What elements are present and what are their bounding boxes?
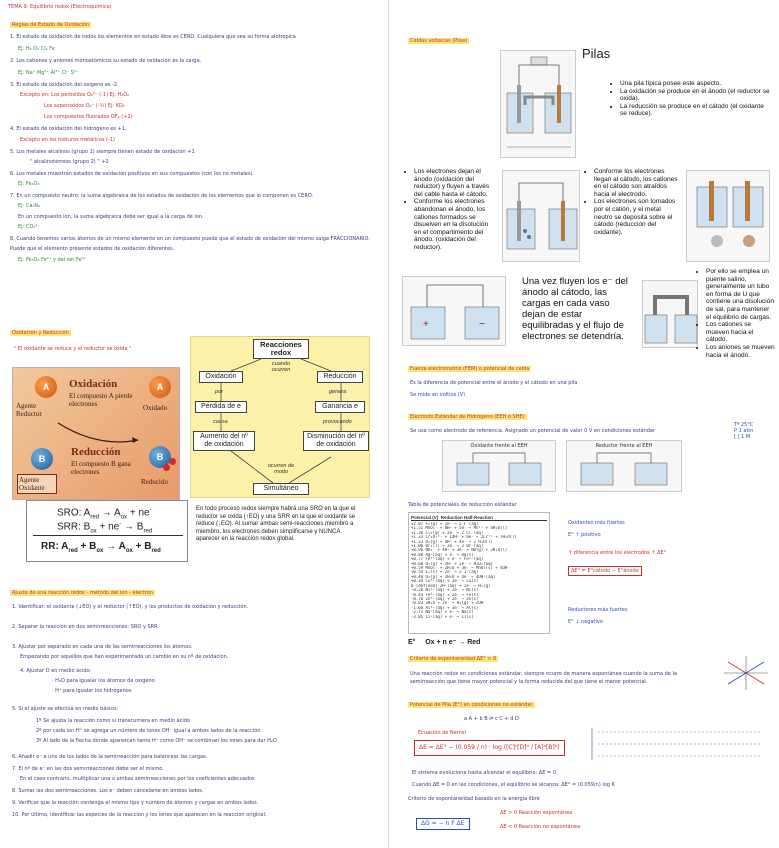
oxidation-title: Oxidación bbox=[69, 378, 118, 390]
svg-text:+: + bbox=[423, 319, 429, 330]
voltaic-cell-diagram bbox=[500, 50, 576, 158]
table-note: Reductores más fuertes bbox=[568, 607, 628, 613]
electron-icon bbox=[163, 464, 170, 471]
bridge-bullet: • Por ello se emplea un puente salino, generalmente un tubo en forma de U que contiene una disolución de sal, para mantener el equilibrio de cargas. bbox=[706, 268, 776, 321]
concept-link-causa: causa bbox=[213, 419, 228, 425]
table-row: -0.28 Ni²⁺(aq) + 2e⁻ → Ni(s) bbox=[411, 588, 479, 593]
reduction-title: Reducción bbox=[71, 446, 121, 458]
step-item: 8. Sumar las dos semirreacciones. Los e⁻ deben cancelarse en ambos lados. bbox=[12, 788, 204, 794]
nernst-note: Cuando ΔE = 0 en las condiciones, el equilibrio se alcanza: ΔE° = (0.059/n) log K bbox=[412, 782, 615, 788]
table-header: Potencial (V) Reduction Half-Reaction bbox=[411, 515, 547, 521]
compound-a-ball: A bbox=[35, 376, 57, 398]
nernst-equation: ΔE = ΔE° − (0.059 / n) · log ([C]ᶜ[D]ᵈ / [A]ᵃ[B]ᵇ) bbox=[414, 740, 565, 756]
concept-link-por: por bbox=[215, 389, 223, 395]
section-title-oxidation-rules: Reglas de Estado de Oxidación bbox=[12, 22, 90, 28]
gibbs-title: Criterio de espontaneidad basado en la energía libre bbox=[408, 796, 540, 802]
gibbs-condition: ΔE > 0 Reacción espontánea bbox=[500, 810, 573, 816]
section-title-she: Electrodo Estándar de Hidrógeno (EEH o SHE) bbox=[410, 414, 525, 420]
she-oxidant-diagram bbox=[442, 440, 556, 492]
concept-link-when: cuando ocurren bbox=[271, 361, 291, 373]
charge-imbalance-drawing bbox=[403, 277, 507, 347]
step-item: 6. Añadir e⁻ a uno de los lados de la semirreacción para balancear las cargas. bbox=[12, 754, 208, 760]
step-item: 1. Identificar: el oxidante (↓EO) y el reductor (↑EO), y los productos de oxidación y reducción. bbox=[12, 604, 249, 610]
rule-item: 2. Los cationes y aniones monoatómicos su estado de oxidación es la carga. bbox=[10, 58, 202, 64]
reducing-agent-label: Agente Reductor bbox=[16, 402, 42, 418]
rule-example: Ej: Fe₂O₃ bbox=[18, 181, 40, 187]
spontaneity-graph bbox=[722, 654, 770, 692]
cathode-bullets bbox=[586, 168, 680, 236]
rule-example: Ej: H₂ O₂ Cl₂ Fe bbox=[18, 46, 55, 52]
rule-item: 4. El estado de oxidación del hidrógeno es +1. bbox=[10, 126, 127, 132]
rule-item: " alcalinotérreos (grupo 2) " +2 bbox=[30, 159, 109, 165]
rule-item: 7. En un compuesto neutro, la suma algebraica de los estados de oxidación de los elementos que lo componen es CERO. bbox=[10, 193, 314, 199]
table-row: +0.40 O₂(g) + 2H₂O + 4e⁻ → 4OH⁻(aq) bbox=[411, 574, 496, 579]
sum-divider bbox=[33, 535, 183, 536]
compound-b-ball: B bbox=[31, 448, 53, 470]
step-item: · H⁺ para igualar los hidrógenos bbox=[52, 688, 132, 694]
gibbs-condition: ΔE < 0 Reacción no espontánea bbox=[500, 824, 581, 830]
table-row: 0 [defined] 2H⁺(aq) + 2e⁻ → H₂(g) bbox=[411, 583, 491, 588]
srr-line: SRR: $B_{ox} + ne^- \to B_{red}$ bbox=[57, 521, 153, 535]
table-note: E° ↓ negativo bbox=[568, 619, 603, 625]
table-row: +0.96 NO₃⁻ + 4H⁺ + 3e⁻ → NO(g) + 2H₂O(l) bbox=[411, 548, 508, 553]
electron-transfer-arrow bbox=[53, 418, 143, 448]
voltaic-cell-drawing bbox=[501, 51, 577, 159]
rule-example: Ej: Ca₃N₂ bbox=[18, 203, 41, 209]
nernst-reaction: a A + b B ⇌ c C + d D bbox=[464, 716, 519, 722]
pilas-bullets bbox=[612, 80, 772, 118]
section-title-nernst: Potencial de Pila (E°) en condiciones no estándar bbox=[410, 702, 533, 708]
concept-link-genera: genera bbox=[329, 389, 347, 395]
section-title-spontaneity: Criterio de espontaneidad ΔE° > 0 bbox=[410, 656, 497, 662]
concept-perdida: Pérdida de e bbox=[195, 401, 247, 413]
electron-flow-text: Una vez fluyen los e⁻ del ánodo al cátodo, las cargas en cada vaso dejan de estar equilibradas y el flujo de electrones se detendría. bbox=[522, 276, 628, 342]
section-title-ox-red: Oxidación y Reducción bbox=[12, 330, 69, 336]
table-row: +0.80 Ag⁺(aq) + e⁻ → Ag(s) bbox=[411, 552, 474, 557]
rule-exception: Excepto en: Los peróxidos O₂²⁻ (-1) Ej: H₂O₂ bbox=[20, 92, 130, 98]
fem-definition: Es la diferencia de potencial entre el ánodo y el cátodo en una pila bbox=[410, 380, 578, 386]
bridge-bullet: • Los aniones se mueven hacia el ánodo. bbox=[706, 344, 776, 359]
ion-electron-steps bbox=[12, 604, 384, 818]
table-row: -1.66 Al³⁺(aq) + 3e⁻ → Al(s) bbox=[411, 605, 479, 610]
delta-e-formula: ΔE° = E°cátodo − E°ánodo bbox=[568, 566, 642, 576]
rule-item: 1. El estado de oxidación de todos los elementos en estado libre es CERO. Cualquiera que sea su forma alotrópica bbox=[10, 34, 296, 40]
gibbs-equation: ΔG = − n F ΔE bbox=[416, 818, 470, 830]
step-item: 9. Verificar que la reacción contenga el mismo tipo y número de átomos y cargas en ambos lados. bbox=[12, 800, 259, 806]
fem-unit: Se mide en voltios (V) bbox=[410, 392, 466, 398]
table-notes bbox=[568, 520, 668, 625]
she-oxidant-drawing bbox=[443, 449, 557, 489]
rule-example: Ej: CO₃²⁻ bbox=[18, 224, 40, 230]
she-reductant-caption: Reductor frente al EEH bbox=[595, 443, 653, 449]
rule-example: Ej: Na⁺ Mg²⁺ Al³⁺ Cl⁻ S²⁻ bbox=[18, 70, 79, 76]
bridge-bullet: • Los cationes se mueven hacia el cátodo. bbox=[706, 321, 776, 344]
cathode-cell-drawing bbox=[687, 171, 771, 263]
nernst-label: Ecuación de Nernst bbox=[418, 730, 467, 736]
rule-exception: Excepto en los hidruros metálicos (-1) bbox=[20, 137, 115, 143]
half-reactions-box bbox=[26, 500, 188, 562]
section-title-fem: Fuerza electromotriz (FEM) o potencial de celda bbox=[410, 366, 530, 372]
table-row: -0.76 Zn²⁺(aq) + 2e⁻ → Zn(s) bbox=[411, 596, 479, 601]
step-item: · H₂O para igualar los átomos de oxígeno bbox=[52, 678, 155, 684]
table-title: Tabla de potenciales de reducción estándar bbox=[408, 502, 517, 508]
section-title-pilas: Celdas voltaicas (Pilas) bbox=[410, 38, 468, 44]
gibbs-conditions bbox=[500, 810, 580, 830]
anode-cell-drawing bbox=[503, 171, 581, 263]
pilas-bullet: • La reducción se produce en el cátodo (el oxidante se reduce). bbox=[620, 103, 772, 118]
compound-a-oxidized-ball: A bbox=[149, 376, 171, 398]
rule-item: 6. Los metales muestran estados de oxidación positivos en sus compuestos (con los no metales). bbox=[10, 171, 254, 177]
table-row: +1.36 Cl₂(g) + 2e⁻ → 2 Cl⁻(aq) bbox=[411, 530, 484, 535]
she-description: Se usa como electrodo de referencia. Asignado un potencial de valor 0 V en condiciones estándar bbox=[410, 428, 656, 434]
reduction-subtitle: El compuesto B gana electrones bbox=[71, 460, 131, 476]
concept-link-provocando: provocando bbox=[323, 419, 352, 425]
table-row: +1.51 MnO₄⁻ + 8H⁺ + 5e⁻ → Mn²⁺ + 4H₂O(l) bbox=[411, 526, 508, 531]
she-oxidant-caption: Oxidante frente al EEH bbox=[470, 443, 528, 449]
anode-bullets bbox=[406, 168, 490, 252]
table-row: +1.23 O₂(g) + 4H⁺ + 4e⁻ → 2 H₂O(l) bbox=[411, 539, 493, 544]
concept-reduccion: Reducción bbox=[317, 371, 363, 383]
table-row: -3.05 Li⁺(aq) + e⁻ → Li(s) bbox=[411, 614, 474, 619]
pilas-bullet: • Una pila típica posee este aspecto. bbox=[620, 80, 772, 88]
table-row: +0.77 Fe³⁺(aq) + e⁻ → Fe²⁺(aq) bbox=[411, 557, 484, 562]
nernst-side-notes bbox=[590, 724, 770, 764]
oxidation-rules-list bbox=[10, 34, 380, 263]
global-reaction-line: RR: $A_{red} + B_{ox} \to A_{ox} + B_{red}$ bbox=[41, 541, 161, 554]
rule-item: 3. El estado de oxidación del oxígeno es -2. bbox=[10, 82, 119, 88]
oxidizing-agent-label: Agente Oxidante bbox=[17, 474, 57, 494]
pilas-title: Pilas bbox=[582, 46, 611, 61]
oxidation-subtitle: El compuesto A pierde electrones bbox=[69, 392, 133, 408]
cathode-cell-diagram bbox=[686, 170, 770, 262]
anode-bullet: • Conforme los electrones abandonan el ánodo, los cationes formados se disuelven en la disolución en el compartimento del ánodo. (oxidación del reductor). bbox=[414, 198, 490, 251]
she-reductant-drawing bbox=[567, 449, 683, 489]
redox-concept-map bbox=[190, 336, 370, 498]
compound-b-reduced-ball: B bbox=[149, 446, 171, 468]
concept-disminucion: Disminución del nº de oxidación bbox=[303, 431, 369, 451]
oxidized-label: Oxidado bbox=[143, 404, 168, 412]
table-row: +0.54 I₂(s) + 2e⁻ → 2 I⁻(aq) bbox=[411, 570, 479, 575]
concept-link-modo: ocurren de modo bbox=[267, 463, 295, 475]
she-condition: P 1 atm bbox=[734, 428, 754, 434]
she-condition: [ ] 1 M bbox=[734, 434, 751, 440]
spontaneity-text: Una reacción redox en condiciones estándar, siempre ocurre de manera espontánea cuando la suma de la semirreacción que tiene mayor potencial y la forma reducida del que tiene el menor potencial. bbox=[410, 671, 677, 685]
concept-simultaneo: Simultáneo bbox=[253, 483, 309, 495]
rule-exception: Los compuestos fluorados OF₂ (+2) bbox=[44, 114, 133, 120]
reduced-label: Reducido bbox=[141, 478, 168, 486]
reduction-potentials-table bbox=[408, 512, 550, 634]
electron-icon bbox=[169, 458, 176, 465]
oxidation-reduction-figure bbox=[12, 367, 180, 500]
table-row: +2.87 F₂(g) + 2e⁻ → 2 F⁻(aq) bbox=[411, 522, 479, 526]
she-reductant-diagram bbox=[566, 440, 682, 492]
cathode-bullet: • Conforme los electrones llegan al cátodo, los cationes en el cátodo son atraídos hacia el electrodo. bbox=[594, 168, 680, 198]
pilas-bullet: • La oxidación se produce en el ánodo (el reductor se oxida). bbox=[620, 88, 772, 103]
step-item: 2. Separar la reacción en dos semirreacciones: SRO y SRR. bbox=[12, 624, 160, 630]
table-note: E° ↑ positivo bbox=[568, 532, 601, 538]
rule-item: Puede que el elemento presente estados de oxidación diferentes. bbox=[10, 246, 175, 252]
table-row: +1.06 Br₂(l) + 2e⁻ → 2 Br⁻(aq) bbox=[411, 544, 484, 549]
she-condition: Tª 25°C bbox=[734, 422, 754, 428]
table-note: ↑ diferencia entre los electrodos ↑ ΔE° bbox=[568, 550, 667, 556]
left-notebook-page bbox=[0, 0, 389, 848]
salt-bridge-diagram bbox=[642, 280, 698, 348]
concept-root: Reacciones redox bbox=[253, 339, 309, 359]
concept-aumento: Aumento del nº de oxidación bbox=[193, 431, 255, 451]
right-notebook-page bbox=[390, 0, 779, 848]
step-item: En el caso contrario, multiplicar una o ambas semirreacciones por los coeficientes adecuados bbox=[20, 776, 255, 782]
she-conditions bbox=[734, 422, 774, 440]
svg-text:−: − bbox=[479, 319, 485, 330]
table-row: -0.83 2H₂O + 2e⁻ → H₂(g) + 2OH⁻ bbox=[411, 601, 486, 606]
charge-imbalance-diagram bbox=[402, 276, 506, 346]
concept-ganancia: Ganancia e bbox=[315, 401, 365, 413]
table-row: -2.71 Na⁺(aq) + e⁻ → Na(s) bbox=[411, 610, 474, 615]
table-row: -0.44 Fe²⁺(aq) + 2e⁻ → Fe(s) bbox=[411, 592, 479, 597]
section-title-ion-electron: Ajuste de una reacción redox - método del ion - electrón bbox=[12, 590, 153, 596]
step-item: 2º por cada ion H⁺ se agrega un número de iones OH⁻ igual a ambos lados de la reacción bbox=[36, 728, 261, 734]
table-note: Oxidantes más fuertes bbox=[568, 520, 625, 526]
sro-line: SRO: $A_{red} \to A_{ox} + ne^-$ bbox=[57, 507, 152, 521]
step-item: 10. Por último, identificar las especies de la reacción y los iones que aparecen en la reacción original. bbox=[12, 812, 267, 818]
step-item: 3º Al lado de la flecha donde aparezcan tanto H⁺ como OH⁻ se combinan los iones para dar H₂O bbox=[36, 738, 277, 744]
anode-cell-diagram bbox=[502, 170, 580, 262]
step-item: 4. Ajustar O en medio ácido: bbox=[20, 668, 92, 674]
salt-bridge-drawing bbox=[643, 281, 699, 349]
anode-bullet: • Los electrones dejan el ánodo (oxidación del reductor) y fluyen a través del cable hasta el cátodo. bbox=[414, 168, 490, 198]
step-item: 5. Si el ajuste se efectúa en medio básico: bbox=[12, 706, 118, 712]
rule-item: En un compuesto ion, la suma algebraica debe ser igual a la carga de ion. bbox=[18, 214, 204, 220]
salt-bridge-bullets bbox=[698, 268, 776, 359]
step-item: 3. Ajustar por separado en cada una de las semirreacciones los átomos. bbox=[12, 644, 193, 650]
rule-exception: Los superóxidos O₂⁻ (-½) Ej: KO₂ bbox=[44, 103, 125, 109]
cathode-bullet: • Los electrones son tomados por el catión, y el metal neutro se deposita sobre el cátodo (reducción del oxidante). bbox=[594, 198, 680, 236]
rule-item: 5. Los metales alcalinos (grupo 1) siempre tienen estado de oxidación +1 bbox=[10, 149, 195, 155]
table-row: +0.68 O₂(g) + 2H⁺ + 2e⁻ → H₂O₂(aq) bbox=[411, 561, 493, 566]
rule-example: Ej: Fe₃O₄ Fe²⁺ y del ion Fe³⁺ bbox=[18, 257, 87, 263]
table-row: +0.59 MnO₄⁻ + 2H₂O + 3e⁻ → MnO₂(s) + 4OH⁻ bbox=[411, 566, 510, 571]
rule-item: 8. Cuando tenemos varios átomos de un mismo elemento en un compuesto puede que el estado de oxidación del mismo salga FRACCIONARIO. bbox=[10, 236, 370, 242]
step-item: 1º Se ajusta la reacción como si transcurriera en medio ácido bbox=[36, 718, 190, 724]
step-item: 7. El nº de e⁻ en las dos semirreacciones debe ser el mismo. bbox=[12, 766, 164, 772]
half-reactions-description: En todo proceso redox siempre habrá una SRO en la que el reductor se oxida (↑EO) y una SRR en la que el oxidante se reduce (↓EO). Al sumar ambas semi-reacciones miembro a miembro, los electrones deben simplificarse y NUNCA aparecer en la reacción redox global. bbox=[196, 506, 356, 542]
step-item: Empezando por aquellos que han experimentado un cambio en su nº de oxidación. bbox=[20, 654, 229, 660]
table-row: +1.33 Cr₂O₇²⁻ + 14H⁺ + 6e⁻ → 2Cr³⁺ + 7H₂O(l) bbox=[411, 535, 517, 540]
nernst-note: El sistema evoluciona hasta alcanzar el equilibrio: ΔE = 0 bbox=[412, 770, 556, 776]
table-footer: E° Ox + n e⁻ → Red bbox=[408, 639, 481, 646]
table-row: +0.34 Cu²⁺(aq) + 2e⁻ → Cu(s) bbox=[411, 579, 479, 584]
page-header: TEMA 9: Equilibrio redox (Electroquímica) bbox=[8, 4, 112, 10]
concept-oxidacion: Oxidación bbox=[199, 371, 243, 383]
ox-red-note: " El oxidante se reduce y el reductor se oxida " bbox=[14, 346, 132, 352]
